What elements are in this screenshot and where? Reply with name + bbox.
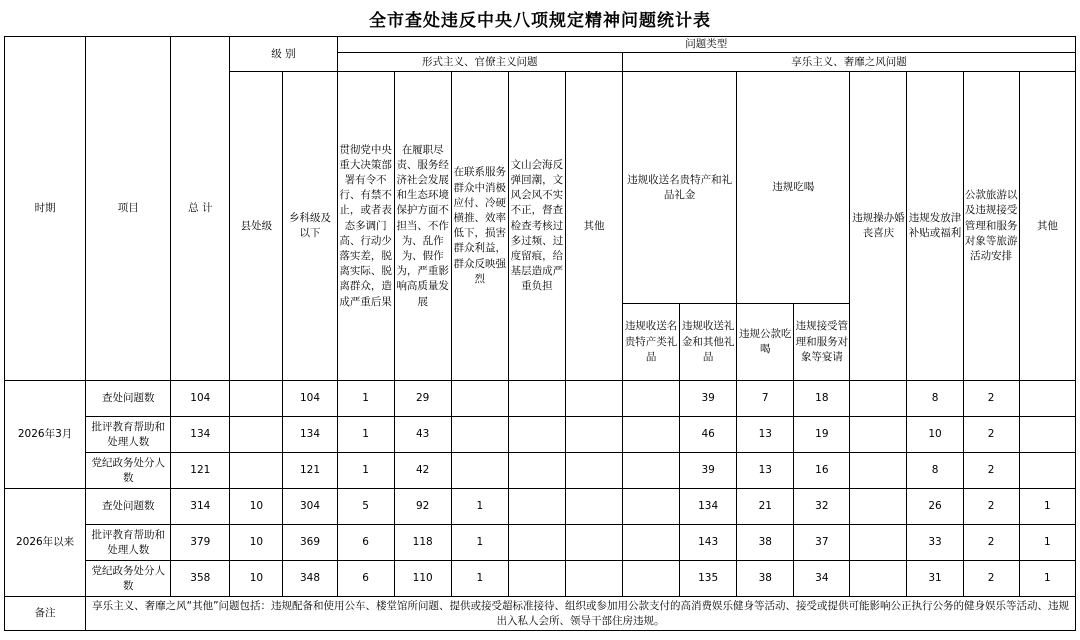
allowances-cell: 31 <box>907 561 963 597</box>
gifts-cash-cell: 39 <box>680 381 737 417</box>
hedonism-header: 享乐主义、奢靡之风问题 <box>623 53 1076 72</box>
gifts-specialty-cell <box>623 489 680 525</box>
formalism-4-cell <box>508 417 565 453</box>
item-cell: 批评教育帮助和处理人数 <box>86 417 171 453</box>
gifts-header: 违规收送名贵特产和礼品礼金 <box>623 72 737 304</box>
weddings-cell <box>850 453 907 489</box>
total-cell: 134 <box>171 417 230 453</box>
weddings-cell <box>850 525 907 561</box>
formalism-other-cell <box>565 381 622 417</box>
dining-public-cell: 38 <box>737 525 794 561</box>
formalism-4-cell <box>508 381 565 417</box>
formalism-2-cell: 29 <box>394 381 451 417</box>
township-cell: 348 <box>283 561 337 597</box>
formalism-1-cell: 1 <box>337 453 394 489</box>
county-cell <box>230 453 283 489</box>
formalism-col-2-header: 在履职尽责、服务经济社会发展和生态环境保护方面不担当、不作为、乱作为、假作为，严重影响高质量发展 <box>394 72 451 381</box>
travel-header: 公款旅游以及违规接受管理和服务对象等旅游活动安排 <box>963 72 1019 381</box>
item-cell: 党纪政务处分人数 <box>86 453 171 489</box>
formalism-other-cell <box>565 561 622 597</box>
township-level-header: 乡科级及以下 <box>283 72 337 381</box>
county-cell: 10 <box>230 561 283 597</box>
dining-header: 违规吃喝 <box>737 72 850 304</box>
formalism-header: 形式主义、官僚主义问题 <box>337 53 622 72</box>
dining-banquet-cell: 32 <box>794 489 850 525</box>
dining-banquet-header: 违规接受管理和服务对象等宴请 <box>794 304 850 381</box>
township-cell: 121 <box>283 453 337 489</box>
formalism-1-cell: 6 <box>337 561 394 597</box>
formalism-4-cell <box>508 561 565 597</box>
dining-public-cell: 21 <box>737 489 794 525</box>
hedonism-other-cell <box>1019 453 1075 489</box>
allowances-cell: 26 <box>907 489 963 525</box>
gifts-cash-cell: 134 <box>680 489 737 525</box>
travel-cell: 2 <box>963 417 1019 453</box>
allowances-cell: 10 <box>907 417 963 453</box>
hedonism-other-cell <box>1019 381 1075 417</box>
formalism-other-cell <box>565 489 622 525</box>
item-header: 项目 <box>86 37 171 381</box>
gifts-specialty-header: 违规收送名贵特产类礼品 <box>623 304 680 381</box>
township-cell: 369 <box>283 525 337 561</box>
travel-cell: 2 <box>963 381 1019 417</box>
formalism-2-cell: 42 <box>394 453 451 489</box>
table-row <box>5 525 1076 561</box>
gifts-specialty-cell <box>623 561 680 597</box>
weddings-cell <box>850 489 907 525</box>
total-cell: 314 <box>171 489 230 525</box>
formalism-other-header: 其他 <box>565 72 622 381</box>
travel-cell: 2 <box>963 453 1019 489</box>
travel-cell: 2 <box>963 525 1019 561</box>
period-cell: 2026年3月 <box>5 381 86 489</box>
gifts-cash-cell: 39 <box>680 453 737 489</box>
dining-public-cell: 13 <box>737 417 794 453</box>
formalism-3-cell: 1 <box>451 525 508 561</box>
formalism-4-cell <box>508 525 565 561</box>
county-cell: 10 <box>230 489 283 525</box>
total-cell: 358 <box>171 561 230 597</box>
weddings-cell <box>850 561 907 597</box>
travel-cell: 2 <box>963 489 1019 525</box>
township-cell: 304 <box>283 489 337 525</box>
formalism-col-4-header: 文山会海反弹回潮，文风会风不实不正，督查检查考核过多过频、过度留痕，给基层造成严重负担 <box>508 72 565 381</box>
township-cell: 134 <box>283 417 337 453</box>
table-row <box>5 489 1076 525</box>
table-row <box>5 381 1076 417</box>
gifts-specialty-cell <box>623 417 680 453</box>
total-cell: 121 <box>171 453 230 489</box>
dining-public-funds-header: 违规公款吃喝 <box>737 304 794 381</box>
hedonism-other-cell: 1 <box>1019 489 1075 525</box>
item-cell: 批评教育帮助和处理人数 <box>86 525 171 561</box>
formalism-2-cell: 110 <box>394 561 451 597</box>
note-label: 备注 <box>5 597 86 631</box>
total-header: 总 计 <box>171 37 230 381</box>
allowances-cell: 8 <box>907 381 963 417</box>
formalism-2-cell: 43 <box>394 417 451 453</box>
formalism-col-3-header: 在联系服务群众中消极应付、冷硬横推、效率低下，损害群众利益，群众反映强烈 <box>451 72 508 381</box>
formalism-col-1-header: 贯彻党中央重大决策部署有令不行、有禁不止，或者表态多调门高、行动少落实差，脱离实际、脱离群众，造成严重后果 <box>337 72 394 381</box>
dining-banquet-cell: 34 <box>794 561 850 597</box>
gifts-cash-cell: 46 <box>680 417 737 453</box>
page-title: 全市查处违反中央八项规定精神问题统计表 <box>369 11 711 31</box>
item-cell: 查处问题数 <box>86 381 171 417</box>
formalism-3-cell <box>451 381 508 417</box>
formalism-1-cell: 5 <box>337 489 394 525</box>
dining-banquet-cell: 19 <box>794 417 850 453</box>
total-cell: 104 <box>171 381 230 417</box>
dining-public-cell: 38 <box>737 561 794 597</box>
dining-public-cell: 13 <box>737 453 794 489</box>
table-row <box>5 417 1076 453</box>
county-level-header: 县处级 <box>230 72 283 381</box>
formalism-other-cell <box>565 453 622 489</box>
formalism-1-cell: 6 <box>337 525 394 561</box>
township-cell: 104 <box>283 381 337 417</box>
allowances-header: 违规发放津补贴或福利 <box>907 72 963 381</box>
formalism-2-cell: 92 <box>394 489 451 525</box>
dining-banquet-cell: 37 <box>794 525 850 561</box>
gifts-specialty-cell <box>623 381 680 417</box>
dining-banquet-cell: 18 <box>794 381 850 417</box>
item-cell: 查处问题数 <box>86 489 171 525</box>
formalism-other-cell <box>565 417 622 453</box>
level-header: 级 别 <box>230 37 337 72</box>
formalism-4-cell <box>508 489 565 525</box>
problem-type-header: 问题类型 <box>337 37 1075 53</box>
gifts-cash-cell: 143 <box>680 525 737 561</box>
travel-cell: 2 <box>963 561 1019 597</box>
period-cell: 2026年以来 <box>5 489 86 597</box>
gifts-cash-cell: 135 <box>680 561 737 597</box>
formalism-3-cell: 1 <box>451 561 508 597</box>
weddings-header: 违规操办婚丧喜庆 <box>850 72 907 381</box>
formalism-3-cell: 1 <box>451 489 508 525</box>
county-cell <box>230 381 283 417</box>
county-cell: 10 <box>230 525 283 561</box>
dining-banquet-cell: 16 <box>794 453 850 489</box>
hedonism-other-cell: 1 <box>1019 525 1075 561</box>
formalism-other-cell <box>565 525 622 561</box>
formalism-4-cell <box>508 453 565 489</box>
hedonism-other-header: 其他 <box>1019 72 1075 381</box>
formalism-3-cell <box>451 453 508 489</box>
formalism-2-cell: 118 <box>394 525 451 561</box>
allowances-cell: 33 <box>907 525 963 561</box>
formalism-1-cell: 1 <box>337 381 394 417</box>
hedonism-other-cell: 1 <box>1019 561 1075 597</box>
hedonism-other-cell <box>1019 417 1075 453</box>
note-text: 享乐主义、奢靡之风“其他”问题包括：违规配备和使用公车、楼堂馆所问题、提供或接受超标准接待、组织或参加用公款支付的高消费娱乐健身等活动、接受或提供可能影响公正执行公务的健身娱乐等活动、违规出入私人会所、领导干部住房违规。 <box>86 597 1076 631</box>
table-row <box>5 561 1076 597</box>
period-header: 时期 <box>5 37 86 381</box>
gifts-specialty-cell <box>623 525 680 561</box>
table-row <box>5 453 1076 489</box>
total-cell: 379 <box>171 525 230 561</box>
weddings-cell <box>850 417 907 453</box>
note-row <box>5 597 1076 631</box>
statistics-table <box>4 36 1076 631</box>
county-cell <box>230 417 283 453</box>
allowances-cell: 8 <box>907 453 963 489</box>
gifts-specialty-cell <box>623 453 680 489</box>
dining-public-cell: 7 <box>737 381 794 417</box>
gifts-cash-header: 违规收送礼金和其他礼品 <box>680 304 737 381</box>
item-cell: 党纪政务处分人数 <box>86 561 171 597</box>
formalism-1-cell: 1 <box>337 417 394 453</box>
weddings-cell <box>850 381 907 417</box>
formalism-3-cell <box>451 417 508 453</box>
